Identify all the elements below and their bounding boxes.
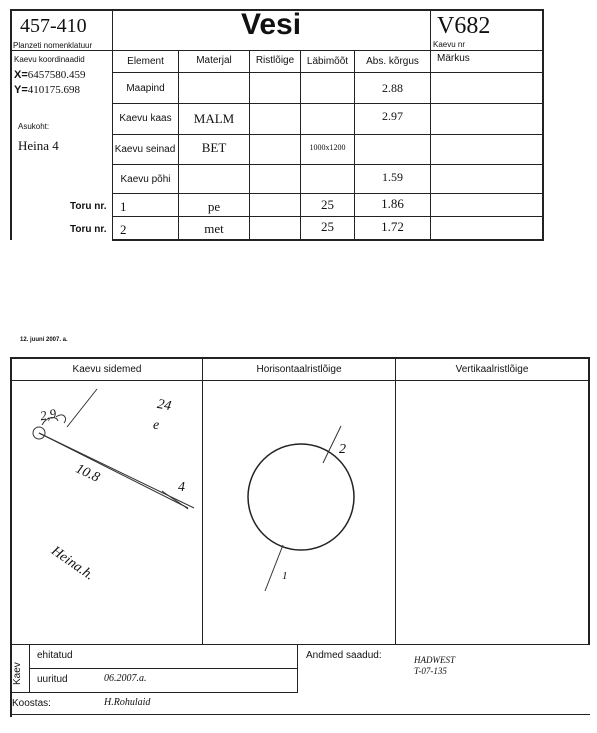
sketch-label: 2,9 — [38, 405, 58, 424]
row-element: Maapind — [126, 83, 165, 94]
pipe-number: 2 — [120, 222, 127, 237]
right-column-divider — [430, 9, 431, 240]
sketch-line — [39, 433, 188, 508]
pipe-height: 1.86 — [381, 196, 404, 211]
left-column-divider — [112, 9, 113, 240]
panels-bottom-divider — [10, 644, 590, 645]
row-line-2 — [112, 103, 544, 104]
row-material: BET — [201, 140, 227, 155]
row-height: 1.59 — [382, 170, 403, 184]
compiled-label: Koostas: — [12, 698, 51, 709]
th-element: Element — [127, 56, 164, 67]
row-element: Kaevu põhi — [120, 174, 171, 185]
coord-y-value: 410175.698 — [27, 84, 81, 96]
border-bottom — [112, 239, 544, 241]
coord-y-label: Y= — [14, 84, 28, 96]
coord-x-value: 6457580.459 — [27, 69, 86, 81]
well-outline — [248, 444, 354, 550]
sketch-label: 4 — [178, 480, 185, 495]
coord-x — [14, 69, 86, 81]
th-height: Abs. kõrgus — [366, 56, 419, 67]
footer-bottom — [10, 714, 590, 715]
panel-title-connections: Kaevu sidemed — [72, 364, 142, 375]
row-line-3 — [112, 134, 544, 135]
row-material: MALM — [193, 111, 235, 126]
pipe-material: pe — [207, 199, 221, 214]
date-note: 12. juuni 2007. a. — [20, 337, 68, 343]
th-diameter: Läbimõõt — [306, 56, 349, 67]
row-height: 2.97 — [382, 109, 403, 123]
footer-divider — [10, 692, 298, 693]
row-line-5 — [112, 193, 544, 194]
row-element: Kaevu kaas — [119, 113, 172, 124]
th-material: Materjal — [196, 55, 232, 66]
sheet-caption: Planzeti nomenklatuur — [13, 41, 93, 50]
pipe-diameter: 25 — [321, 219, 334, 234]
pipe-diameter: 25 — [321, 197, 334, 212]
th-section: Ristlõige — [255, 55, 295, 66]
row-line-6 — [112, 216, 544, 217]
row-diameter: 1000x1200 — [309, 143, 346, 152]
coord-y — [14, 84, 80, 96]
panel-divider-2 — [395, 357, 396, 644]
surveyed-label: uuritud — [37, 674, 68, 685]
pipe-1-line — [265, 545, 283, 591]
pipe-height: 1.72 — [381, 219, 404, 234]
pipe-number: 1 — [120, 199, 127, 214]
footer-row-divider — [30, 668, 298, 669]
border-top — [10, 357, 590, 359]
well-number: V682 — [437, 13, 491, 39]
border-right — [588, 357, 590, 645]
border-right — [542, 9, 544, 240]
sketch-label: 24 — [155, 396, 173, 415]
panel-title-vertical: Vertikaalristlõige — [455, 364, 529, 375]
sheet-number: 457-410 — [20, 15, 87, 37]
side-label: Kaev — [12, 662, 23, 685]
location-value: Heina 4 — [18, 138, 59, 153]
th-notes: Märkus — [437, 53, 470, 64]
row-height: 2.88 — [382, 81, 403, 95]
data-source-value-2: T-07-135 — [414, 666, 447, 676]
row-line-4 — [112, 164, 544, 165]
page-title: Vesi — [240, 8, 302, 41]
coords-caption: Kaevu koordinaadid — [14, 55, 85, 64]
pipe-material: met — [204, 221, 224, 236]
sketch-line — [67, 389, 97, 427]
footer-mid-divider — [297, 645, 298, 693]
row-element: Kaevu seinad — [114, 144, 176, 155]
header-divider — [10, 50, 544, 51]
data-source-value-1: HADWEST — [414, 655, 455, 665]
row-line-1 — [112, 72, 544, 73]
sketch-label: 10.8 — [73, 461, 102, 486]
pipe-label: Toru nr. — [70, 201, 107, 212]
well-caption: Kaevu nr — [433, 40, 466, 49]
horizontal-section — [203, 381, 395, 643]
col-line-2 — [249, 50, 250, 240]
location-caption: Asukoht: — [18, 122, 50, 131]
pipe-label-2: 2 — [339, 442, 346, 457]
built-label: ehitatud — [37, 650, 73, 661]
surveyed-value: 06.2007.a. — [104, 673, 147, 684]
panel-title-horizontal: Horisontaalristlõige — [256, 364, 342, 375]
pipe-label: Toru nr. — [70, 224, 107, 235]
footer-side-divider — [29, 645, 30, 693]
pipe-label-1: 1 — [282, 570, 288, 582]
street-label: Heina.h. — [48, 543, 97, 584]
coord-x-label: X= — [14, 69, 28, 81]
sketch-label: e — [153, 418, 160, 433]
data-source-label: Andmed saadud: — [306, 650, 382, 661]
compiled-value: H.Rohulaid — [104, 697, 151, 708]
border-left — [10, 9, 12, 240]
